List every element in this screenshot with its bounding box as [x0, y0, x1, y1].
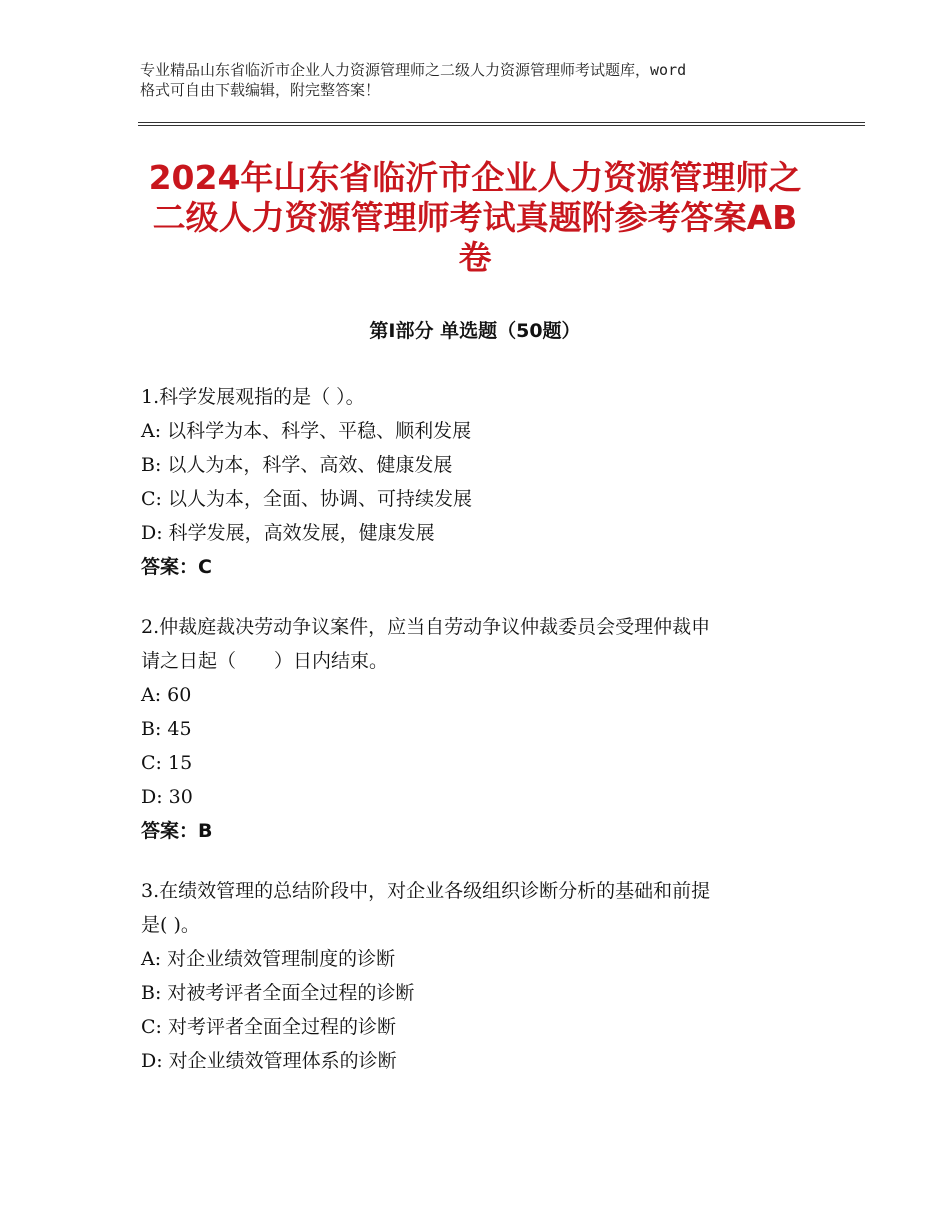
option-b: B: 对被考评者全面全过程的诊断 — [141, 982, 415, 1004]
option-b: B: 以人为本，科学、高效、健康发展 — [141, 454, 453, 476]
section-heading: 第Ⅰ部分 单选题（50题） — [369, 320, 581, 342]
notice-line-2: 格式可自由下载编辑，附完整答案！ — [140, 81, 381, 99]
question-1 — [141, 380, 841, 584]
title-line-1: 2024年山东省临沂市企业人力资源管理师之 — [148, 158, 802, 197]
question-2 — [141, 610, 841, 848]
option-a: A: 以科学为本、科学、平稳、顺利发展 — [141, 420, 472, 442]
option-d: D: 对企业绩效管理体系的诊断 — [141, 1050, 397, 1072]
header-rule-bottom — [138, 125, 865, 126]
question-stem: 1.科学发展观指的是（ ）。 — [141, 386, 365, 408]
option-d: D: 30 — [141, 786, 193, 808]
option-c: C: 15 — [141, 752, 193, 774]
question-stem-continued: 是( )。 — [141, 914, 200, 936]
header-rule-top — [138, 122, 865, 123]
title-line-3: 卷 — [458, 238, 492, 277]
option-b: B: 45 — [141, 718, 192, 740]
title-line-2: 二级人力资源管理师考试真题附参考答案AB — [152, 198, 798, 237]
document-notice — [140, 60, 820, 100]
document-title — [90, 158, 860, 278]
option-a: A: 60 — [141, 684, 192, 706]
question-stem: 3.在绩效管理的总结阶段中，对企业各级组织诊断分析的基础和前提 — [141, 880, 711, 902]
answer-line: 答案：C — [141, 556, 212, 578]
option-d: D: 科学发展，高效发展，健康发展 — [141, 522, 435, 544]
question-stem-continued: 请之日起（ ）日内结束。 — [141, 650, 389, 672]
option-c: C: 以人为本，全面、协调、可持续发展 — [141, 488, 472, 510]
question-3 — [141, 874, 841, 1078]
answer-line: 答案：B — [141, 820, 213, 842]
option-c: C: 对考评者全面全过程的诊断 — [141, 1016, 396, 1038]
notice-line-1: 专业精品山东省临沂市企业人力资源管理师之二级人力资源管理师考试题库，word — [140, 61, 687, 79]
question-list — [141, 380, 841, 1104]
question-stem: 2.仲裁庭裁决劳动争议案件，应当自劳动争议仲裁委员会受理仲裁申 — [141, 616, 711, 638]
option-a: A: 对企业绩效管理制度的诊断 — [141, 948, 396, 970]
